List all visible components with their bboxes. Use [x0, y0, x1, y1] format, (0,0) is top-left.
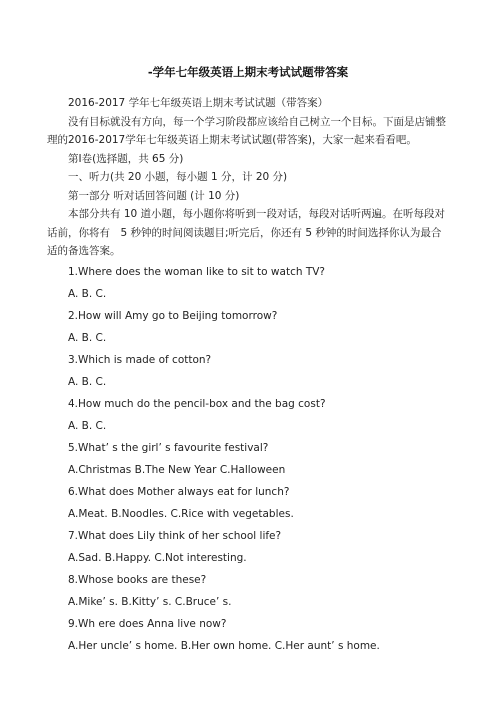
- question-text: 9.Wh ere does Anna live now?: [68, 617, 227, 630]
- question-text: 4.How much do the pencil-box and the bag cost?: [68, 397, 326, 410]
- intro-heading: 2016-2017 学年七年级英语上期末考试试题（带答案）: [68, 97, 329, 109]
- question-text: 6.What does Mother always eat for lunch?: [68, 485, 290, 498]
- question-text: 8.Whose books are these?: [68, 573, 207, 586]
- answer-options: A. B. C.: [68, 419, 107, 432]
- question-text: 5.What’ s the girl’ s favourite festival?: [68, 441, 269, 454]
- question-list: [47, 261, 451, 657]
- volume-heading: 第Ⅰ卷(选择题，共 65 分): [68, 152, 184, 165]
- question-text: 3.Which is made of cotton?: [68, 353, 212, 366]
- answer-options: A.Mike’ s. B.Kitty’ s. C.Bruce’ s.: [68, 595, 232, 608]
- question-text: 1.Where does the woman like to sit to watch TV?: [68, 265, 326, 278]
- answer-options: A.Christmas B.The New Year C.Halloween: [68, 463, 286, 476]
- question-text: 2.How will Amy go to Beijing tomorrow?: [68, 309, 278, 322]
- document-title: -学年七年级英语上期末考试试题带答案: [147, 65, 349, 79]
- answer-options: A.Meat. B.Noodles. C.Rice with vegetables.: [68, 507, 294, 520]
- intro-paragraph: 没有目标就没有方向，每一个学习阶段都应该给自己树立一个目标。下面是店铺整理的2016-2017学年七年级英语上期末考试试题(带答案)，大家一起来看看吧。: [47, 115, 446, 146]
- question-text: 7.What does Lily think of her school life?: [68, 529, 282, 542]
- answer-options: A. B. C.: [68, 287, 107, 300]
- answer-options: A.Sad. B.Happy. C.Not interesting.: [68, 551, 247, 564]
- answer-options: A.Her uncle’ s home. B.Her own home. C.Her aunt’ s home.: [68, 639, 380, 652]
- part-heading: 第一部分 听对话回答问题 (计 10 分): [68, 189, 240, 202]
- document-body: [47, 94, 451, 657]
- instructions-paragraph: 本部分共有 10 道小题，每小题你将听到一段对话，每段对话听两遍。在听每段对话前，你将有 5 秒钟的时间阅读题目;听完后，你还有 5 秒钟的时间选择你认为最合适的备选答案。: [47, 208, 446, 257]
- section-heading: 一、听力(共 20 小题，每小题 1 分，计 20 分): [68, 171, 288, 183]
- answer-options: A. B. C.: [68, 375, 107, 388]
- answer-options: A. B. C.: [68, 331, 107, 344]
